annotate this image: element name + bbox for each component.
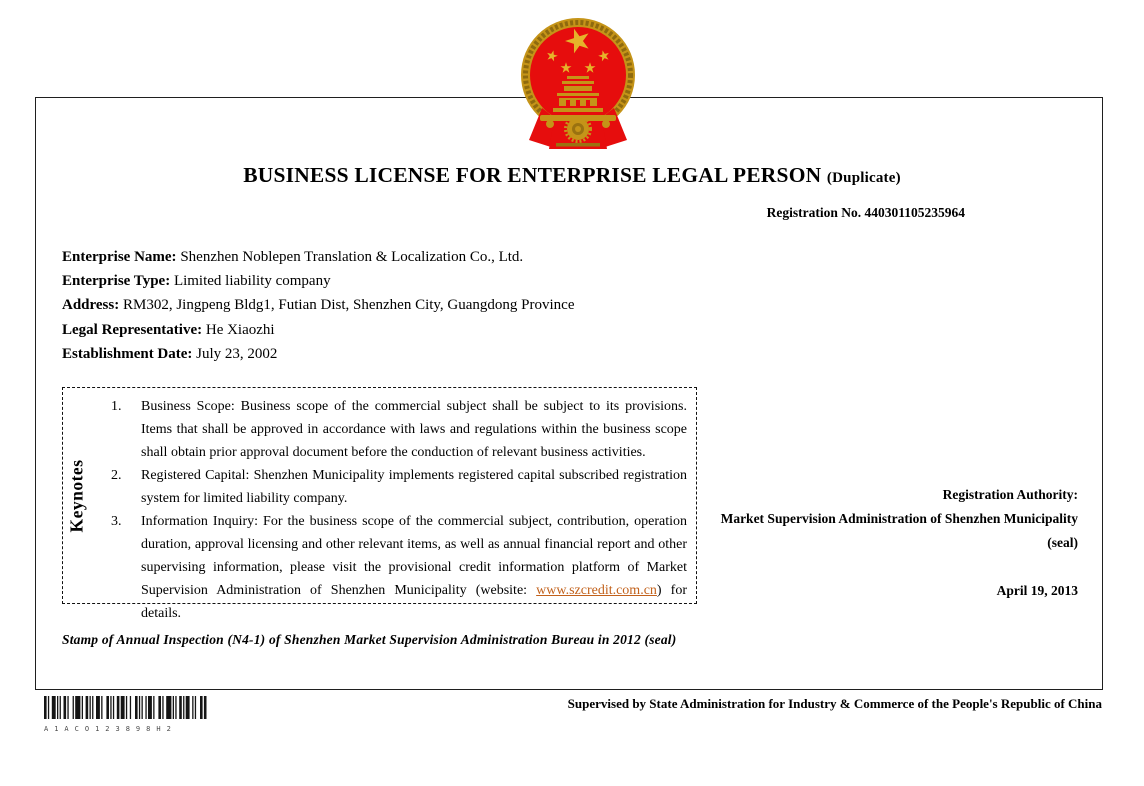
keynote-item-3: [111, 510, 687, 625]
keynote-item-1: [111, 395, 687, 464]
document-title-suffix: (Duplicate): [826, 170, 901, 186]
field-value: Shenzhen Noblepen Translation & Localization Co., Ltd.: [180, 249, 524, 265]
registration-authority-block: [721, 483, 1078, 603]
field-value: RM302, Jingpeng Bldg1, Futian Dist, Shenzhen City, Guangdong Province: [122, 297, 575, 314]
field-enterprise-type: [62, 269, 575, 293]
field-value: July 23, 2002: [196, 345, 278, 362]
field-value: He Xiaozhi: [205, 321, 275, 338]
registration-authority-label: Registration Authority:: [942, 487, 1078, 502]
registration-date: April 19, 2013: [996, 583, 1078, 598]
keynote-text-after: ) for details.: [141, 583, 687, 621]
enterprise-fields: [62, 245, 575, 366]
field-legal-representative: [62, 318, 575, 342]
barcode-caption: A1ACO123898H2: [44, 725, 177, 733]
national-emblem-icon: [512, 12, 644, 154]
barcode-bars: [44, 696, 216, 719]
field-enterprise-name: [62, 245, 575, 269]
field-label: Enterprise Name:: [62, 249, 177, 265]
keynote-number: 1.: [111, 399, 122, 414]
field-label: Legal Representative:: [62, 321, 203, 338]
keynote-item-2: [111, 464, 687, 510]
keynote-text: Registered Capital: Shenzhen Municipality implements registered capital subscribed registration system for limited liability company.: [141, 468, 687, 506]
field-address: [62, 293, 575, 317]
seal-note: (seal): [1047, 535, 1078, 550]
annual-inspection-stamp-note: Stamp of Annual Inspection (N4-1) of Shenzhen Market Supervision Administration Bureau in 2012 (seal): [62, 632, 677, 647]
keynotes-box: [62, 387, 697, 621]
field-label: Establishment Date:: [62, 345, 193, 362]
field-label: Enterprise Type:: [62, 273, 171, 290]
document-title: [0, 163, 1144, 188]
keynote-number: 2.: [111, 468, 122, 483]
registration-authority-name: Market Supervision Administration of Shenzhen Municipality: [720, 511, 1078, 526]
document-title-text: BUSINESS LICENSE FOR ENTERPRISE LEGAL PERSON: [243, 163, 822, 187]
keynotes-vertical-label: Keynotes: [66, 458, 87, 533]
supervision-note: Supervised by State Administration for Industry & Commerce of the People's Republic of China: [567, 696, 1102, 711]
registration-number: Registration No. 440301105235964: [766, 205, 965, 220]
field-establishment-date: [62, 342, 575, 366]
field-label: Address:: [62, 297, 120, 314]
szcredit-website-link[interactable]: www.szcredit.com.cn: [536, 583, 657, 598]
keynote-text: [141, 510, 687, 625]
field-value: Limited liability company: [173, 273, 331, 290]
barcode: [44, 696, 216, 733]
keynote-text-before: Information Inquiry: For the business scope of the commercial subject, contribution, operation duration, approval licensing and other relevant items, as well as annual financial report and other supervising information, please visit the provisional credit information platform of Market Supervision Administration of Shenzhen Municipality (website:: [141, 514, 687, 598]
keynote-number: 3.: [111, 514, 122, 529]
keynote-text: Business Scope: Business scope of the commercial subject shall be subject to its provisions. Items that shall be approved in accordance with laws and regulations within the business scope shall obtain prior approval document before the conduction of relevant business activities.: [141, 399, 687, 460]
